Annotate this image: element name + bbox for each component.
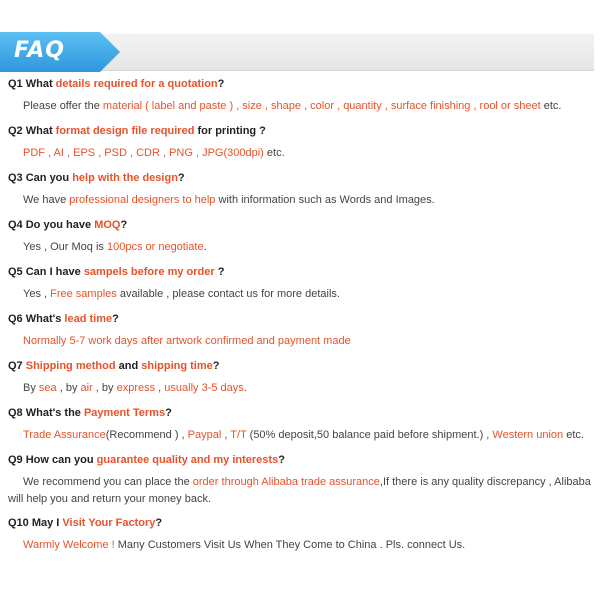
- faq-header: [0, 32, 600, 72]
- highlight-text: guarantee quality and my interests: [96, 454, 279, 466]
- text-segment: Q2 What: [8, 125, 56, 137]
- highlight-text: material ( label and paste ) , size , shape , color , quantity , surface finishing , rool or sheet: [102, 100, 541, 112]
- faq-answer: [8, 537, 592, 554]
- text-segment: We recommend you can place the: [23, 476, 193, 488]
- text-segment: ?: [155, 517, 163, 529]
- text-segment: , by: [92, 382, 117, 394]
- highlight-text: PDF , AI , EPS , PSD , CDR , PNG , JPG(300dpi): [23, 147, 264, 159]
- highlight-text: express: [116, 382, 156, 394]
- faq-question: [8, 313, 596, 325]
- highlight-text: Shipping method: [25, 360, 116, 372]
- highlight-text: Visit Your Factory: [62, 517, 156, 529]
- highlight-text: Paypal: [187, 429, 222, 441]
- faq-question: [8, 125, 596, 137]
- page-title: FAQ: [14, 38, 65, 63]
- highlight-text: air: [80, 382, 93, 394]
- highlight-text: details required for a quotation: [55, 78, 218, 90]
- highlight-text: Warmly Welcome !: [23, 539, 115, 551]
- text-segment: Please offer the: [23, 100, 103, 112]
- text-segment: ?: [217, 78, 225, 90]
- text-segment: Q5 Can I have: [8, 266, 84, 278]
- faq-question: [8, 360, 596, 372]
- faq-question: [8, 454, 596, 466]
- text-segment: Q10 May I: [8, 517, 63, 529]
- highlight-text: T/T: [230, 429, 247, 441]
- text-segment: and: [115, 360, 142, 372]
- highlight-text: shipping time: [141, 360, 213, 372]
- faq-question: [8, 172, 596, 184]
- highlight-text: help with the design: [72, 172, 178, 184]
- highlight-text: usually 3-5 days: [164, 382, 244, 394]
- text-segment: , by: [56, 382, 81, 394]
- text-segment: with information such as Words and Images.: [215, 194, 435, 206]
- text-segment: etc.: [540, 100, 562, 112]
- highlight-text: Trade Assurance: [23, 429, 106, 441]
- text-segment: ?: [112, 313, 119, 325]
- highlight-text: sampels before my order: [83, 266, 215, 278]
- text-segment: Q1 What: [8, 78, 56, 90]
- text-segment: Q8 What's the: [8, 407, 84, 419]
- faq-answer: [8, 427, 592, 444]
- faq-answer: [8, 286, 592, 303]
- faq-answer: [8, 380, 592, 397]
- faq-answer: [8, 192, 592, 209]
- faq-question: [8, 517, 596, 529]
- faq-question: [8, 78, 596, 90]
- faq-answer: [8, 98, 592, 115]
- text-segment: for printing ?: [194, 125, 266, 137]
- text-segment: .: [203, 241, 207, 253]
- highlight-text: Normally 5-7 work days after artwork confirmed and payment made: [23, 335, 351, 347]
- text-segment: .: [243, 382, 247, 394]
- faq-question: [8, 219, 596, 231]
- text-segment: Yes ,: [23, 288, 51, 300]
- text-segment: Q3 Can you: [8, 172, 73, 184]
- text-segment: ?: [165, 407, 172, 419]
- faq-answer: [8, 145, 592, 162]
- highlight-text: Free samples: [50, 288, 117, 300]
- highlight-text: format design file required: [55, 125, 195, 137]
- text-segment: ,: [221, 429, 231, 441]
- text-segment: ,: [155, 382, 165, 394]
- text-segment: Q4 Do you have: [8, 219, 95, 231]
- text-segment: available , please contact us for more details.: [116, 288, 340, 300]
- faq-answer: [8, 333, 592, 350]
- highlight-text: sea: [38, 382, 57, 394]
- text-segment: ,If there is any quality discrepancy , Alibaba will help you and return your money back.: [8, 476, 591, 505]
- text-segment: ?: [278, 454, 285, 466]
- text-segment: etc.: [263, 147, 285, 159]
- faq-answer: [8, 474, 592, 508]
- text-segment: Q7: [8, 360, 26, 372]
- highlight-text: MOQ: [94, 219, 121, 231]
- highlight-text: Western union: [492, 429, 564, 441]
- text-segment: Many Customers Visit Us When They Come to China . Pls. connect Us.: [114, 539, 466, 551]
- text-segment: Yes , Our Moq is: [23, 241, 107, 253]
- text-segment: ?: [120, 219, 128, 231]
- text-segment: Q6 What's: [8, 313, 65, 325]
- text-segment: By: [23, 382, 39, 394]
- highlight-text: professional designers to help: [69, 194, 216, 206]
- faq-answer: [8, 239, 592, 256]
- text-segment: Q9 How can you: [8, 454, 97, 466]
- faq-question: [8, 407, 596, 419]
- text-segment: ?: [212, 360, 220, 372]
- text-segment: We have: [23, 194, 70, 206]
- highlight-text: Payment Terms: [83, 407, 166, 419]
- faq-title-tag: [0, 32, 122, 72]
- text-segment: (50% deposit,50 balance paid before shipment.) ,: [246, 429, 493, 441]
- text-segment: ?: [177, 172, 185, 184]
- text-segment: ?: [214, 266, 225, 278]
- highlight-text: order through Alibaba trade assurance: [192, 476, 380, 488]
- text-segment: (Recommend ) ,: [105, 429, 188, 441]
- highlight-text: 100pcs or negotiate: [106, 241, 204, 253]
- highlight-text: lead time: [64, 313, 113, 325]
- text-segment: etc.: [563, 429, 584, 441]
- faq-question: [8, 266, 596, 278]
